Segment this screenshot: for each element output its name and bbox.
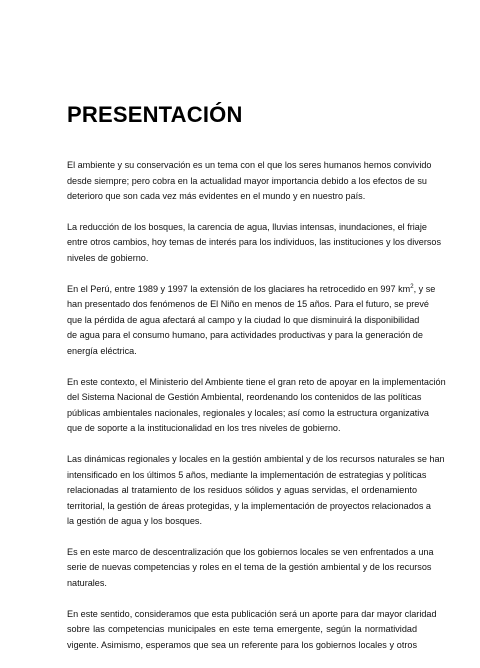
paragraph-3	[67, 282, 436, 360]
paragraph-line: energía eléctrica.	[67, 345, 137, 356]
paragraph-line: de agua para el consumo humano, para actividades productivas y para la generación de	[67, 330, 423, 341]
paragraph-line: vigente. Asimismo, esperamos que sea un referente para los gobiernos locales y otros	[67, 639, 417, 650]
paragraph-line: naturales.	[67, 578, 107, 589]
paragraph-1	[67, 158, 432, 205]
paragraph-line: han presentado dos fenómenos de El Niño en menos de 15 años. Para el futuro, se prevé	[67, 299, 429, 310]
document-body	[67, 158, 446, 668]
page-title: PRESENTACIÓN	[67, 102, 243, 127]
paragraph-line: relacionadas al tratamiento de los residuos sólidos y aguas servidas, el ordenamiento	[67, 485, 417, 496]
paragraph-line: En este sentido, consideramos que esta publicación será un aporte para dar mayor claridad	[67, 608, 437, 619]
paragraph-line: El ambiente y su conservación es un tema con el que los seres humanos hemos convivido	[67, 160, 432, 170]
paragraph-line: En este contexto, el Ministerio del Ambiente tiene el gran reto de apoyar en la implementación	[67, 376, 446, 387]
paragraph-line-with-superscript	[67, 282, 436, 298]
paragraph-line: La reducción de los bosques, la carencia de agua, lluvias intensas, inundaciones, el friaje	[67, 221, 427, 232]
paragraph-7	[67, 607, 437, 654]
paragraph-line: niveles de gobierno.	[67, 252, 149, 263]
paragraph-line: serie de nuevas competencias y roles en el tema de la gestión ambiental y de los recursos	[67, 562, 432, 573]
paragraph-line: la gestión de agua y los bosques.	[67, 516, 202, 527]
paragraph-line: Es en este marco de descentralización que los gobiernos locales se ven enfrentados a una	[67, 546, 434, 557]
paragraph-2	[67, 220, 442, 267]
line-text: En el Perú, entre 1989 y 1997 la extensión de los glaciares ha retrocedido en 997 km	[67, 283, 411, 294]
paragraph-line: desde siempre; pero cobra en la actualidad mayor importancia debido a los efectos de su	[67, 175, 427, 186]
paragraph-4	[67, 375, 446, 437]
paragraph-line: del Sistema Nacional de Gestión Ambiental, reordenando los contenidos de las políticas	[67, 392, 422, 403]
paragraph-line: territorial, la gestión de áreas protegidas, y la implementación de proyectos relacionados a	[67, 500, 431, 511]
paragraph-line: sobre las competencias municipales en este tema emergente, según la normatividad	[67, 624, 417, 635]
paragraph-6	[67, 545, 434, 592]
paragraph-5	[67, 452, 445, 530]
paragraph-line: entre otros cambios, hoy temas de interés para los individuos, las instituciones y los diversos	[67, 237, 442, 248]
line-text: , y se	[413, 283, 436, 294]
paragraph-line: que la pérdida de agua afectará al campo y la ciudad lo que disminuirá la disponibilidad	[67, 314, 420, 325]
superscript: 2	[410, 283, 414, 290]
paragraph-line: intensificado en los últimos 5 años, mediante la implementación de estrategias y políticas	[67, 469, 427, 480]
paragraph-line: públicas ambientales nacionales, regionales y locales; así como la estructura organizativa	[67, 407, 429, 418]
paragraph-line: deterioro que son cada vez más evidentes en el mundo y en nuestro país.	[67, 191, 366, 202]
paragraph-line: Las dinámicas regionales y locales en la gestión ambiental y de los recursos naturales se han	[67, 453, 445, 464]
paragraph-line: que de soporte a la institucionalidad en los tres niveles de gobierno.	[67, 423, 341, 434]
